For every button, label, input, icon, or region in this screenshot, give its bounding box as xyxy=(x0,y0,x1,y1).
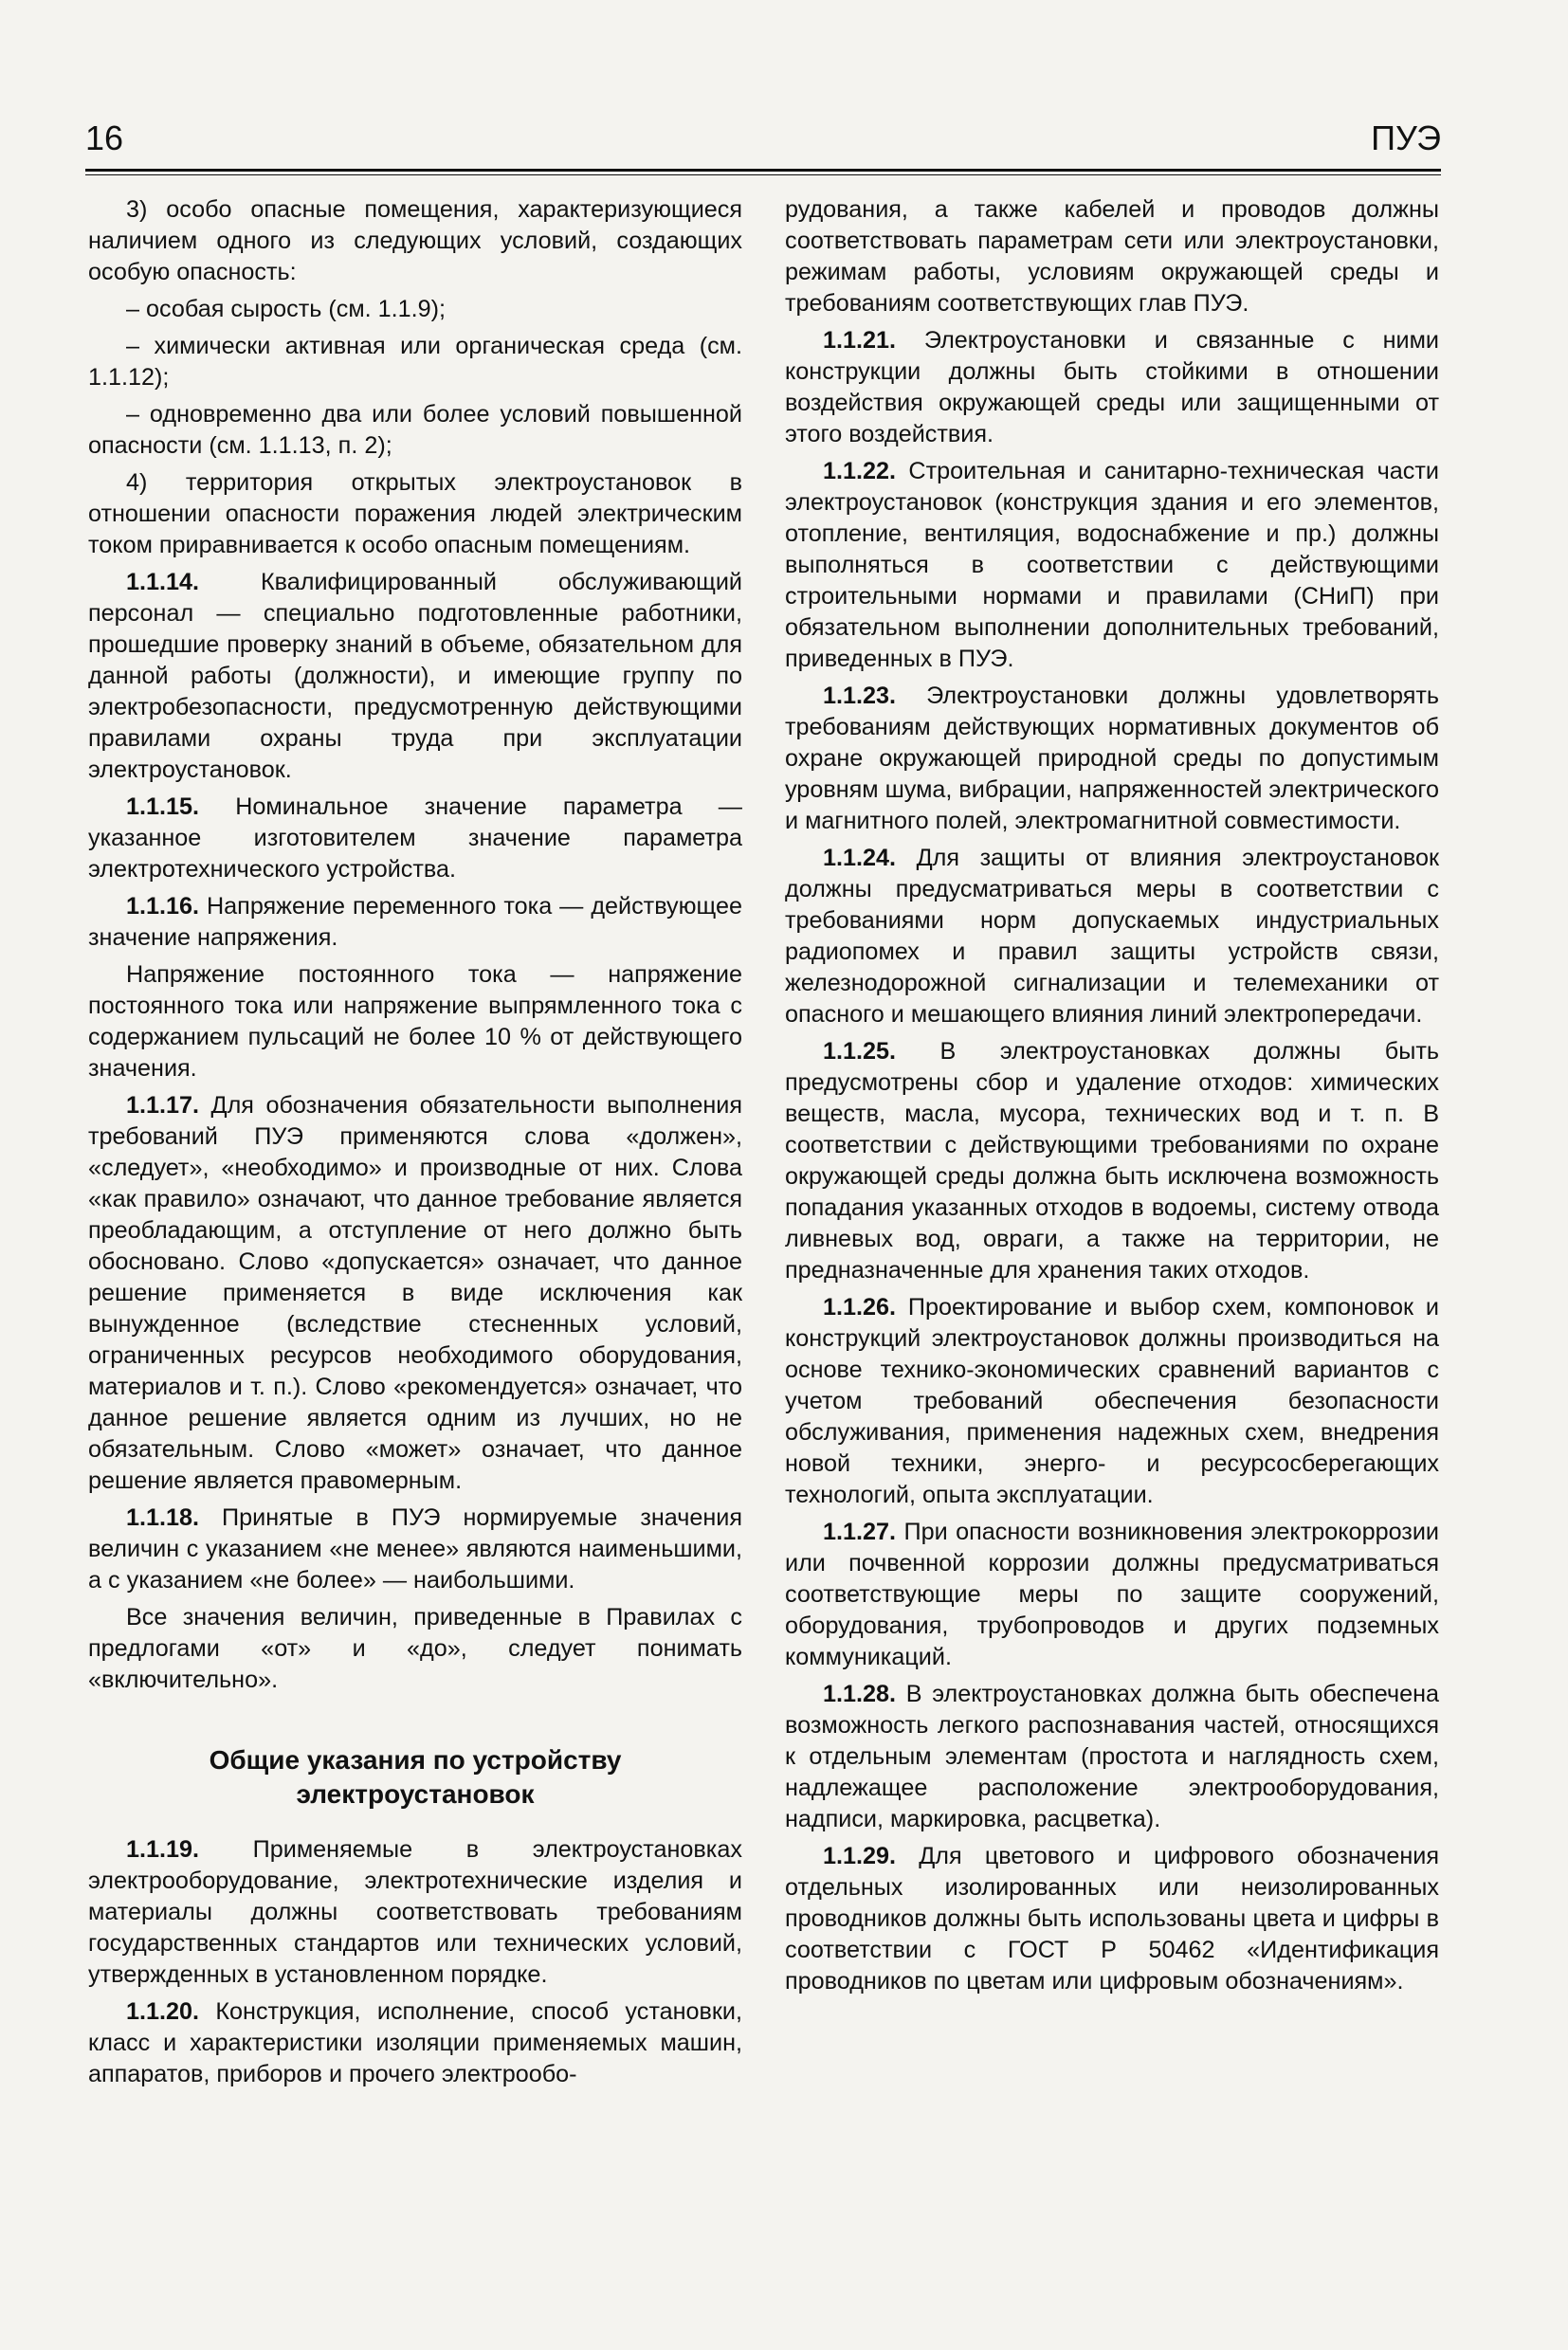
clause-number: 1.1.21. xyxy=(823,327,897,354)
clause-number: 1.1.20. xyxy=(126,1998,200,2025)
clause-number: 1.1.28. xyxy=(823,1681,897,1707)
paragraph xyxy=(88,1996,742,2090)
paragraph xyxy=(785,194,1439,319)
left-paragraphs-after-heading xyxy=(88,1834,742,2090)
clause-number: 1.1.14. xyxy=(126,569,200,595)
paragraph xyxy=(88,959,742,1084)
paragraph-text: 3) особо опасные помещения, характеризующиеся наличием одного из следующих условий, создающих особую опасность: xyxy=(88,196,742,285)
page-number: 16 xyxy=(85,118,124,157)
paragraph-text: Проектирование и выбор схем, компоновок и конструкций электроустановок должны производиться на основе технико-экономических сравнений вариантов с учетом требований обеспечения безопасности обслуживания, применения надежных схем, внедрения новой техники, энерго- и ресурсосберегающих технологий, опыта эксплуатации. xyxy=(785,1294,1439,1508)
paragraph-text: Электроустановки и связанные с ними конструкции должны быть стойкими в отношении воздействия окружающей среды или защищенными от этого воздействия. xyxy=(785,327,1439,447)
paragraph xyxy=(785,1517,1439,1673)
right-paragraphs xyxy=(785,194,1439,1997)
paragraph-text: – одновременно два или более условий повышенной опасности (см. 1.1.13, п. 2); xyxy=(88,401,742,459)
clause-number: 1.1.16. xyxy=(126,893,200,920)
paragraph xyxy=(88,331,742,393)
paragraph xyxy=(785,325,1439,450)
paragraph-text: Электроустановки должны удовлетворять требованиям действующих нормативных документов об охране окружающей природной среды по допустимым уровням шума, вибрации, напряженностей электрического и магнитного полей, электромагнитной совместимости. xyxy=(785,683,1439,834)
clause-number: 1.1.26. xyxy=(823,1294,897,1321)
paragraph-text: Напряжение постоянного тока — напряжение постоянного тока или напряжение выпрямленного тока с содержанием пульсаций не более 10 % от действующего значения. xyxy=(88,961,742,1082)
paragraph xyxy=(785,456,1439,675)
paragraph-text: Строительная и санитарно-техническая части электроустановок (конструкция здания и его элементов, отопление, вентиляция, водоснабжение и пр.) должны выполняться в соответствии с действующими строительными нормами и правилами (СНиП) при обязательном выполнении дополнительных требований, приведенных в ПУЭ. xyxy=(785,458,1439,672)
paragraph xyxy=(785,1292,1439,1511)
right-column xyxy=(785,194,1439,2003)
paragraph xyxy=(88,1503,742,1596)
clause-number: 1.1.18. xyxy=(126,1504,200,1531)
clause-number: 1.1.25. xyxy=(823,1038,897,1065)
paragraph xyxy=(88,399,742,462)
section-heading: Общие указания по устройству электроустановок xyxy=(209,1745,622,1809)
clause-number: 1.1.22. xyxy=(823,458,897,484)
paragraph xyxy=(785,1679,1439,1835)
paragraph xyxy=(88,792,742,885)
left-column xyxy=(88,194,742,2096)
paragraph xyxy=(88,1834,742,1991)
clause-number: 1.1.17. xyxy=(126,1092,200,1119)
paragraph-text: Квалифицированный обслуживающий персонал — специально подготовленные работники, прошедшие проверку знаний в объеме, обязательном для данной работы (должности), и имеющие группу по электробезопасности, предусмотренную действующими правилами охраны труда при эксплуатации электроустановок. xyxy=(88,569,742,783)
page-header xyxy=(85,118,1441,166)
paragraph xyxy=(88,891,742,954)
paragraph xyxy=(88,194,742,288)
paragraph xyxy=(785,681,1439,837)
paragraph xyxy=(785,1841,1439,1997)
paragraph-text: Для защиты от влияния электроустановок должны предусматриваться меры в соответствии с требованиями норм допускаемых индустриальных радиопомех и правил защиты устройств связи, железнодорожной сигнализации и телемеханики от опасного и мешающего влияния линий электропередачи. xyxy=(785,845,1439,1028)
paragraph-text: Все значения величин, приведенные в Правилах с предлогами «от» и «до», следует понимать «включительно». xyxy=(88,1604,742,1693)
paragraph-text: В электроустановках должна быть обеспечена возможность легкого распознавания частей, относящихся к отдельным элементам (простота и наглядность схем, надлежащее расположение электрооборудования, надписи, маркировка, расцветка). xyxy=(785,1681,1439,1832)
paragraph-text: Конструкция, исполнение, способ установки, класс и характеристики изоляции применяемых машин, аппаратов, приборов и прочего электрообо- xyxy=(88,1998,742,2087)
paragraph-text: Для цветового и цифрового обозначения отдельных изолированных или неизолированных проводников должны быть использованы цвета и цифры в соответствии с ГОСТ Р 50462 «Идентификация проводников по цветам или цифровым обозначениям». xyxy=(785,1843,1439,1995)
paragraph xyxy=(88,467,742,561)
paragraph-text: 4) территория открытых электроустановок в отношении опасности поражения людей электрическим током приравнивается к особо опасным помещениям. xyxy=(88,469,742,558)
paragraph xyxy=(785,843,1439,1030)
paragraph xyxy=(88,1602,742,1696)
paragraph-text: Для обозначения обязательности выполнения требований ПУЭ применяются слова «должен», «следует», «необходимо» и производные от них. Слова «как правило» означают, что данное требование является преобладающим, а отступление от него должно быть обосновано. Слово «допускается» означает, что данное решение применяется в виде исключения как вынужденное (вследствие стесненных условий, ограниченных ресурсов необходимого оборудования, материалов и т. п.). Слово «рекомендуется» означает, что данное решение является одним из лучших, но не обязательным. Слово «может» означает, что данное решение является правомерным. xyxy=(88,1092,742,1494)
clause-number: 1.1.23. xyxy=(823,683,897,709)
left-paragraphs xyxy=(88,194,742,1696)
header-rule xyxy=(85,169,1441,175)
paragraph-text: Напряжение переменного тока — действующее значение напряжения. xyxy=(88,893,742,951)
paragraph-text: Принятые в ПУЭ нормируемые значения величин с указанием «не менее» являются наименьшими, а с указанием «не более» — наибольшими. xyxy=(88,1504,742,1594)
clause-number: 1.1.19. xyxy=(126,1836,200,1863)
paragraph xyxy=(785,1036,1439,1286)
running-title: ПУЭ xyxy=(1371,118,1441,157)
paragraph xyxy=(88,294,742,325)
paragraph-text: Применяемые в электроустановках электрооборудование, электротехнические изделия и материалы должны соответствовать требованиям государственных стандартов или технических условий, утвержденных в установленном порядке. xyxy=(88,1836,742,1988)
clause-number: 1.1.29. xyxy=(823,1843,897,1869)
paragraph-text: В электроустановках должны быть предусмотрены сбор и удаление отходов: химических веществ, масла, мусора, технических вод и т. п. В соответствии с действующими требованиями по охране окружающей среды должна быть исключена возможность попадания указанных отходов в водоемы, систему отвода ливневых вод, овраги, а также на территории, не предназначенные для хранения таких отходов. xyxy=(785,1038,1439,1284)
paragraph-text: – химически активная или органическая среда (см. 1.1.12); xyxy=(88,333,742,391)
paragraph xyxy=(88,567,742,786)
paragraph-text: При опасности возникновения электрокоррозии или почвенной коррозии должны предусматриваться соответствующие меры по защите сооружений, оборудования, трубопроводов и других подземных коммуникаций. xyxy=(785,1519,1439,1670)
paragraph-text: – особая сырость (см. 1.1.9); xyxy=(126,296,447,322)
paragraph-text: Номинальное значение параметра — указанное изготовителем значение параметра электротехнического устройства. xyxy=(88,793,742,883)
paragraph xyxy=(88,1090,742,1497)
clause-number: 1.1.15. xyxy=(126,793,200,820)
clause-number: 1.1.24. xyxy=(823,845,897,871)
paragraph-text: рудования, а также кабелей и проводов должны соответствовать параметрам сети или электроустановки, режимам работы, условиям окружающей среды и требованиям соответствующих глав ПУЭ. xyxy=(785,196,1439,317)
clause-number: 1.1.27. xyxy=(823,1519,897,1545)
